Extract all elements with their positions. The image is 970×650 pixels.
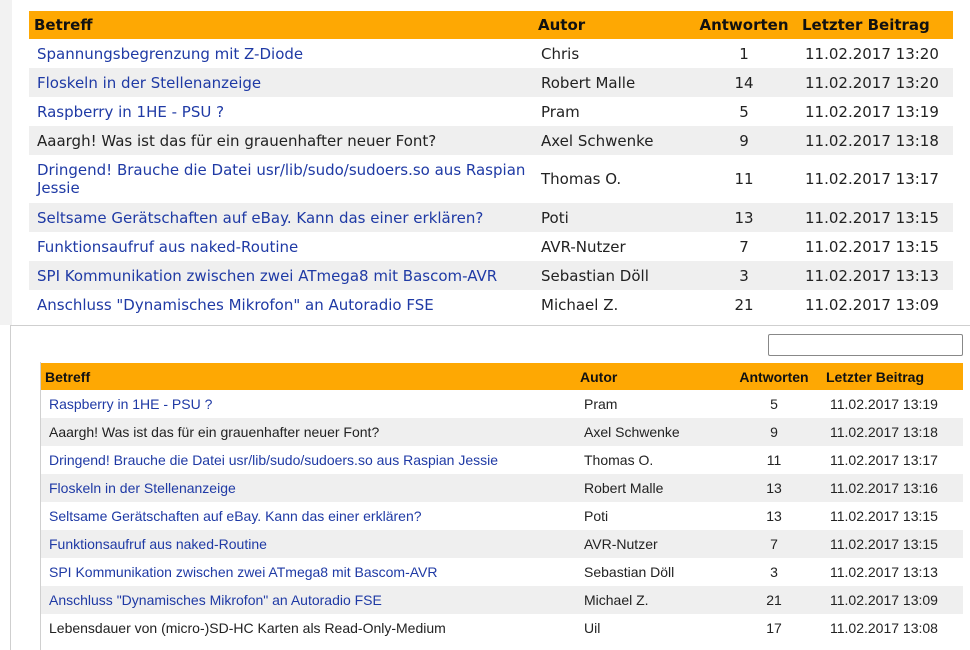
thread-replies: 1	[739, 44, 749, 63]
thread-author: Robert Malle	[533, 68, 691, 97]
window-gutter	[0, 325, 10, 650]
thread-author: Thomas O.	[584, 452, 654, 468]
table-row	[41, 390, 963, 418]
thread-replies: 5	[739, 102, 749, 121]
thread-author: Sebastian Döll	[533, 261, 691, 290]
thread-last-post: 11.02.2017 13:15	[822, 530, 963, 558]
table-row	[29, 261, 953, 290]
thread-link[interactable]: Anschluss "Dynamisches Mikrofon" an Autoradio FSE	[37, 295, 434, 314]
thread-replies: 11	[734, 170, 754, 188]
thread-replies: 9	[726, 418, 822, 446]
thread-last-post: 11.02.2017 13:15	[830, 508, 938, 524]
table-row	[29, 126, 953, 155]
thread-author: Robert Malle	[576, 474, 726, 502]
thread-last-post: 11.02.2017 13:19	[830, 396, 938, 412]
thread-replies: 7	[726, 530, 822, 558]
thread-replies: 11	[766, 452, 782, 468]
thread-replies: 21	[734, 295, 754, 314]
thread-link[interactable]: Raspberry in 1HE - PSU ?	[49, 396, 213, 412]
column-header-replies[interactable]: Antworten	[726, 363, 822, 390]
thread-last-post: 11.02.2017 13:19	[805, 102, 939, 121]
thread-replies: 13	[766, 508, 782, 524]
table-row	[41, 474, 963, 502]
thread-link[interactable]: Raspberry in 1HE - PSU ?	[37, 102, 225, 121]
thread-last-post: 11.02.2017 13:08	[830, 620, 938, 636]
table-row	[29, 290, 953, 319]
thread-link[interactable]: Aaargh! Was ist das für ein grauenhafter neuer Font?	[49, 424, 380, 440]
thread-replies: 14	[691, 68, 797, 97]
thread-last-post: 11.02.2017 13:09	[822, 586, 963, 614]
thread-replies: 21	[726, 586, 822, 614]
thread-author: AVR-Nutzer	[541, 237, 626, 256]
thread-last-post: 11.02.2017 13:15	[797, 203, 953, 232]
column-header-replies[interactable]: Antworten	[691, 11, 797, 39]
thread-author: Michael Z.	[541, 295, 619, 314]
thread-replies: 5	[770, 396, 778, 412]
thread-author: Poti	[533, 203, 691, 232]
column-header-subject[interactable]: Betreff	[41, 363, 576, 390]
thread-author: AVR-Nutzer	[576, 530, 726, 558]
thread-replies: 3	[691, 261, 797, 290]
thread-replies: 17	[766, 620, 782, 636]
top-table-header	[29, 11, 953, 39]
bottom-thread-table	[41, 363, 963, 642]
top-thread-table	[29, 11, 953, 319]
thread-author: Poti	[584, 508, 609, 524]
thread-link[interactable]: SPI Kommunikation zwischen zwei ATmega8 mit Bascom-AVR	[49, 564, 438, 580]
thread-author: Pram	[584, 396, 618, 412]
table-row	[29, 155, 953, 203]
thread-link[interactable]: Dringend! Brauche die Datei usr/lib/sudo/sudoers.so aus Raspian Jessie	[49, 452, 499, 468]
table-row	[29, 97, 953, 126]
thread-link[interactable]: Lebensdauer von (micro-)SD-HC Karten als Read-Only-Medium	[49, 620, 446, 636]
thread-last-post: 11.02.2017 13:09	[805, 295, 939, 314]
table-row	[41, 586, 963, 614]
table-row	[29, 39, 953, 68]
table-row	[41, 446, 963, 474]
thread-last-post: 11.02.2017 13:20	[797, 68, 953, 97]
thread-replies: 3	[770, 564, 778, 580]
table-row	[41, 418, 963, 446]
thread-last-post: 11.02.2017 13:13	[797, 261, 953, 290]
column-header-author[interactable]: Autor	[576, 363, 726, 390]
thread-last-post: 11.02.2017 13:20	[805, 44, 939, 63]
column-header-last-post[interactable]: Letzter Beitrag	[797, 11, 953, 39]
thread-link[interactable]: Floskeln in der Stellenanzeige	[37, 73, 262, 92]
thread-link[interactable]: Funktionsaufruf aus naked-Routine	[37, 237, 299, 256]
thread-author: Axel Schwenke	[533, 126, 691, 155]
thread-link[interactable]: Anschluss "Dynamisches Mikrofon" an Autoradio FSE	[49, 592, 382, 608]
thread-last-post: 11.02.2017 13:16	[822, 474, 963, 502]
search-input[interactable]	[768, 334, 963, 356]
bottom-table-header	[41, 363, 963, 390]
thread-last-post: 11.02.2017 13:18	[797, 126, 953, 155]
thread-link[interactable]: Funktionsaufruf aus naked-Routine	[49, 536, 267, 552]
thread-link[interactable]: Spannungsbegrenzung mit Z-Diode	[37, 44, 304, 63]
thread-last-post: 11.02.2017 13:15	[805, 237, 939, 256]
table-row	[29, 232, 953, 261]
column-header-author[interactable]: Autor	[533, 11, 691, 39]
thread-replies: 7	[739, 237, 749, 256]
table-row	[41, 502, 963, 530]
thread-link[interactable]: Seltsame Gerätschaften auf eBay. Kann das einer erklären?	[49, 508, 422, 524]
thread-link[interactable]: Aaargh! Was ist das für ein grauenhafter neuer Font?	[37, 131, 437, 150]
thread-replies: 9	[691, 126, 797, 155]
thread-last-post: 11.02.2017 13:17	[805, 170, 939, 188]
thread-link[interactable]: SPI Kommunikation zwischen zwei ATmega8 mit Bascom-AVR	[37, 266, 498, 285]
thread-replies: 13	[726, 474, 822, 502]
thread-link[interactable]: Seltsame Gerätschaften auf eBay. Kann das einer erklären?	[37, 208, 484, 227]
table-row	[29, 68, 953, 97]
thread-replies: 13	[691, 203, 797, 232]
thread-author: Sebastian Döll	[584, 564, 675, 580]
table-row	[41, 614, 963, 642]
column-header-subject[interactable]: Betreff	[29, 11, 533, 39]
thread-author: Michael Z.	[576, 586, 726, 614]
thread-author: Pram	[541, 102, 580, 121]
thread-author: Uil	[584, 620, 601, 636]
table-row	[29, 203, 953, 232]
table-row	[41, 530, 963, 558]
thread-last-post: 11.02.2017 13:18	[822, 418, 963, 446]
thread-author: Thomas O.	[541, 170, 622, 188]
thread-author: Chris	[541, 44, 580, 63]
thread-author: Axel Schwenke	[576, 418, 726, 446]
column-header-last-post[interactable]: Letzter Beitrag	[822, 363, 963, 390]
thread-link[interactable]: Dringend! Brauche die Datei usr/lib/sudo/sudoers.so aus Raspian Jessie	[37, 161, 526, 197]
thread-link[interactable]: Floskeln in der Stellenanzeige	[49, 480, 236, 496]
table-row	[41, 558, 963, 586]
thread-last-post: 11.02.2017 13:17	[830, 452, 938, 468]
thread-last-post: 11.02.2017 13:13	[830, 564, 938, 580]
